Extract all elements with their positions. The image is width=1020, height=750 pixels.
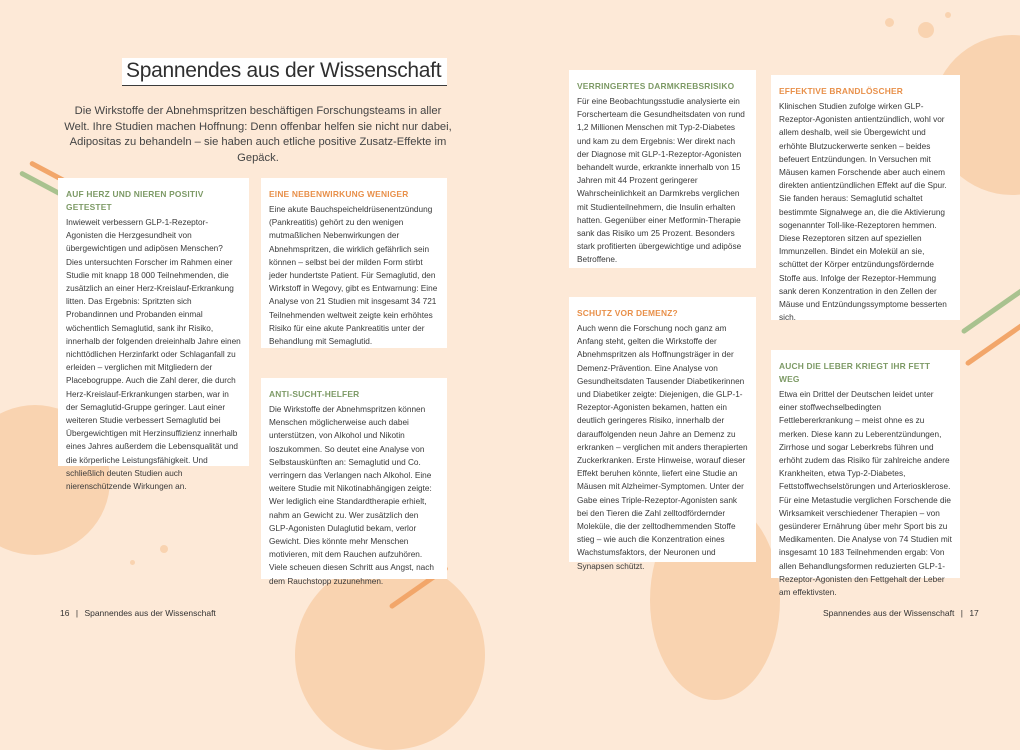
card-body: Inwieweit verbessern GLP-1-Rezeptor-Agonisten die Herzgesundheit von übergewichtigen und adipösen Menschen? Dies untersuchten Forscher im Rahmen einer Studie mit knapp 18 000 Teilnehmenden, die zusätzlich an einer Herz-Kreislauf-Erkrankung litten. Das Ergebnis: Spritzten sich Probandinnen und Probanden einmal wöchentlich Semaglutid, sank ihr Risiko, innerhalb der folgenden dreieinhalb Jahre einen nichttödlichen Herzinfarkt oder Schlaganfall zu erleiden – verglichen mit Mitgliedern der Placebogruppe. Auch die Zahl derer, die durch Herz-Kreislauf-Erkrankungen starben, war in der Semaglutid-Gruppe geringer. Laut einer weiteren Studie verbessert Semaglutid bei Übergewichtigen mit Herzinsuffizienz innerhalb eines Jahres außerdem die Lebensqualität und die körperliche Leistungsfähigkeit. Und schließlich deuten Studien auch nierenschützende Wirkungen an.: [66, 218, 241, 492]
card-body: Auch wenn die Forschung noch ganz am Anfang steht, gelten die Wirkstoffe der Abnehmspritzen als Hoffnungsträger in der Demenz-Prävention. Eine Analyse von Gesundheitsdaten Tausender Diabetikerinnen und Diabetiker zeigte: Diejenigen, die GLP-1-Rezeptor-Agonisten bekamen, hatten ein deutlich geringeres Risiko, innerhalb der darauffolgenden neun Jahre an Demenz zu erkranken – verglichen mit anders therapierten Zuckerkranken. Erste Hinweise, worauf dieser Effekt beruhen könnte, liefert eine Studie an Mäusen mit Alzheimer-Symptomen. Unter der Gabe eines Triple-Rezeptor-Agonisten sank bei den Tieren die Zahl zelltodfördernder Moleküle, die der zelltodhemmenden Stoffe stieg – wie auch die Konzentration eines Wachstumsfaktors, der Neuronen und Synapsen schützt.: [577, 324, 748, 571]
card-body: Etwa ein Drittel der Deutschen leidet unter einer stoffwechselbedingten Fettlebererkrankung – meist ohne es zu merken. Diese kann zu Leberentzündungen, Zirrhose und sogar Leberkrebs führen und erhöht zudem das Risiko für zahlreiche andere Krankheiten, etwa Typ-2-Diabetes, Fettstoffwechselstörungen und Arteriosklerose. Für eine Metastudie verglichen Forschende die Wirksamkeit verschiedener Therapien – von gesünderer Ernährung über mehr Sport bis zu Medikamenten. Die Analyse von 74 Studien mit insgesamt 10 183 Teilnehmenden ergab: Von allen Behandlungsformen reduzierten GLP-1-Rezeptor-Agonisten den Fettgehalt der Leber am effektivsten.: [779, 390, 952, 598]
decorative-dot: [70, 520, 80, 530]
card-body: Für eine Beobachtungsstudie analysierte ein Forscherteam die Gesundheitsdaten von rund 1,2 Millionen Menschen mit Typ-2-Diabetes und kam zu dem Ergebnis: Wer direkt nach der Diagnose mit GLP-1-Rezeptor-Agonisten behandelt wurde, erkrankte innerhalb von 15 Jahren mit 44 Prozent geringerer Wahrscheinlichkeit an Darmkrebs verglichen mit Studienteilnehmern, die Insulin erhalten hatten. Gegenüber einer Metformin-Therapie sank das Risiko um 25 Prozent. Besonders stark profitierten übergewichtige und adipöse Betroffene.: [577, 97, 745, 265]
running-title: Spannendes aus der Wissenschaft: [84, 608, 216, 618]
card-leber: [771, 350, 960, 598]
decorative-dot: [918, 22, 934, 38]
footer-separator: |: [75, 608, 79, 618]
decorative-dot: [160, 545, 168, 553]
page-number: 17: [969, 608, 979, 618]
decorative-dot: [130, 560, 135, 565]
footer-right: [823, 608, 979, 618]
card-heading: EINE NEBENWIRKUNG WENIGER: [269, 189, 409, 199]
card-body: Klinischen Studien zufolge wirken GLP-Rezeptor-Agonisten antientzündlich, wohl vor allem deshalb, weil sie Übergewicht und erhöhte Blutzuckerwerte senken – beides befeuert Entzündungen. In Versuchen mit Mäusen kamen Forschende aber auch einem direkten antientzündlichen Effekt auf die Spur. Sie fanden heraus: Semaglutid schaltet bestimmte Signalwege an, die die Aktivierung sogenannter Toll-like-Rezeptoren hemmen. Diese Rezeptoren sitzen auf speziellen Immunzellen. Bindet ein Molekül an sie, schüttet der Körper entzündungsfördernde Stoffe aus. Infolge der Rezeptor-Hemmung sank deren Konzentration in den Zellen der Mäuse und Entzündungssymptome besserten sich.: [779, 102, 947, 323]
card-heading: AUF HERZ UND NIEREN POSITIV GETESTET: [66, 189, 204, 212]
card-anti-sucht: [261, 378, 447, 586]
card-herz-nieren: [58, 178, 249, 492]
footer-left: [60, 608, 216, 618]
intro-text: Die Wirkstoffe der Abnehmspritzen beschäftigen Forschungsteams in aller Welt. Ihre Studien machen Hoffnung: Denn offenbar helfen sie nicht nur dabei, Adipositas zu behandeln – sie haben auch etliche positive Zusatz-Effekte im Gepäck.: [64, 105, 452, 164]
card-brandloescher: [771, 75, 960, 323]
card-heading: EFFEKTIVE BRANDLÖSCHER: [779, 86, 903, 96]
card-heading: AUCH DIE LEBER KRIEGT IHR FETT WEG: [779, 361, 931, 384]
decorative-dot: [945, 12, 951, 18]
decorative-circle-bottom-center: [295, 560, 485, 750]
card-body: Eine akute Bauchspeicheldrüsenentzündung (Pankreatitis) gehört zu den wenigen mutmaßlichen Nebenwirkungen der Abnehmspritzen, die wirklich gefährlich sein können – selbst bei der milden Form stirbt jeder hundertste Patient. Für Semaglutid, den Wirkstoff in Wegovy, gibt es Entwarnung: Eine Analyse von 21 Studien mit insgesamt 34 721 Teilnehmenden weltweit zeigte kein erhöhtes Risiko für eine akute Pankreatitis unter der Behandlung mit Semaglutid.: [269, 205, 438, 347]
card-heading: ANTI-SUCHT-HELFER: [269, 389, 360, 399]
page-title: Spannendes aus der Wissenschaft: [122, 58, 447, 86]
running-title: Spannendes aus der Wissenschaft: [823, 608, 955, 618]
decorative-dot: [885, 18, 894, 27]
card-darmkrebs: [569, 70, 756, 268]
decorative-stripe-orange: [965, 311, 1020, 367]
page-number: 16: [60, 608, 70, 618]
decorative-stripe-green: [961, 279, 1020, 335]
footer-separator: |: [960, 608, 963, 618]
card-body: Die Wirkstoffe der Abnehmspritzen können Menschen möglicherweise auch dabei unterstützen, von Alkohol und Nikotin loszukommen. So deutet eine Analyse von Selbstauskünften an: Semaglutid und Co. verringern das Verlangen nach Alkohol. Eine weitere Studie mit Nikotinabhängigen zeigte: Wer lediglich eine Standardtherapie erhielt, nahm an Gewicht zu. Wer zusätzlich den GLP-Agonisten Dulaglutid bekam, verlor Gewicht. Dies könnte mehr Menschen motivieren, mit dem Rauchen aufzuhören. Viele scheuen diesen Schritt aus Angst, nach dem Rauchstopp zuzunehmen.: [269, 405, 434, 586]
card-heading: SCHUTZ VOR DEMENZ?: [577, 308, 678, 318]
card-nebenwirkung: [261, 178, 447, 348]
card-heading: VERRINGERTES DARMKREBSRISIKO: [577, 81, 735, 91]
card-demenz: [569, 297, 756, 571]
